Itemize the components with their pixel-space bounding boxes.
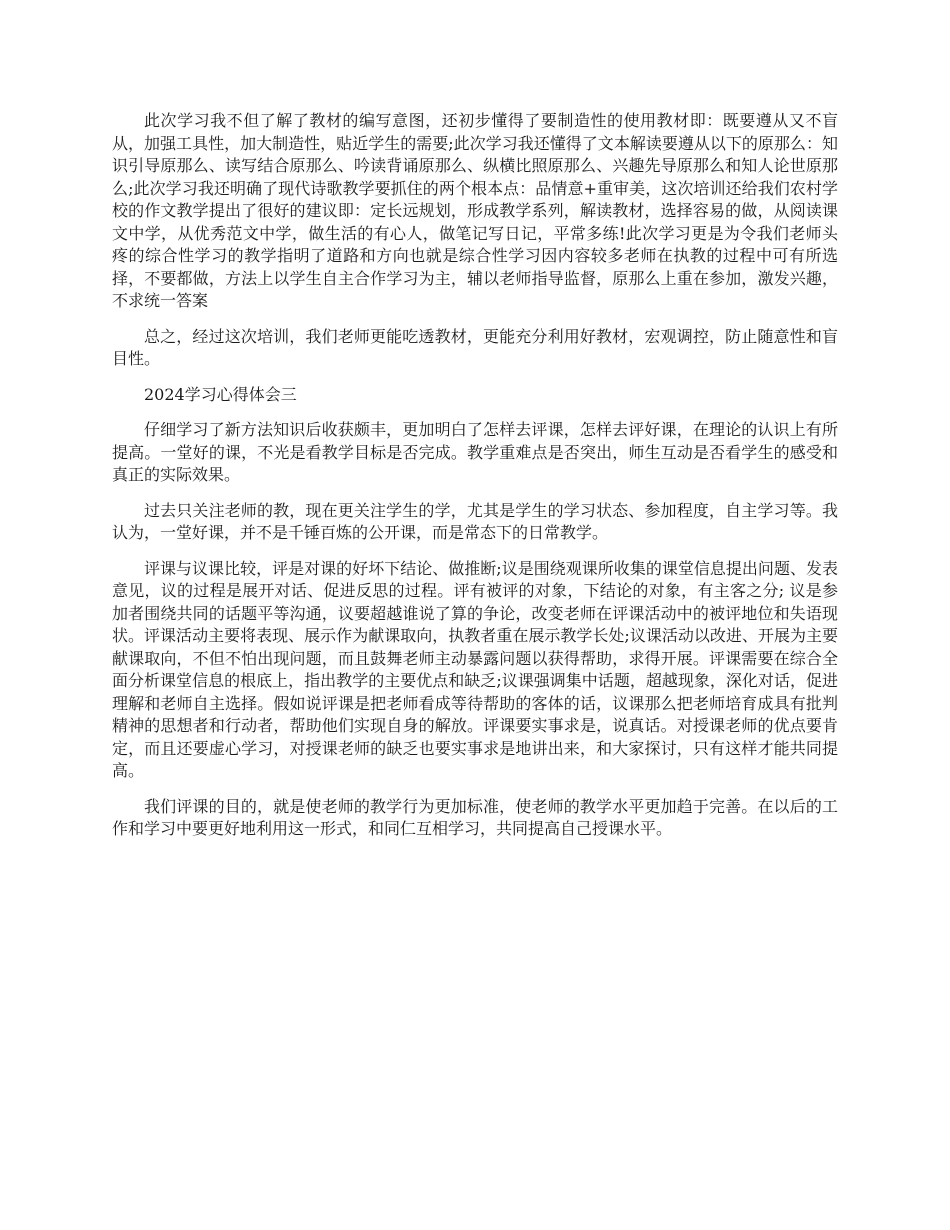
paragraph-1: 此次学习我不但了解了教材的编写意图，还初步懂得了要制造性的使用教材即：既要遵从又不盲从，加强工具性，加大制造性，贴近学生的需要;此次学习我还懂得了文本解读要遵从以下的原那么：知识引导原那么、读写结合原那么、吟读背诵原那么、纵横比照原那么、兴趣先导原那么和知人论世原那么;此次学习我还明确了现代诗歌教学要抓住的两个根本点：品情意+重审美，这次培训还给我们农村学校的作文教学提出了很好的建议即：定长远规划，形成教学系列，解读教材，选择容易的做，从阅读课文中学，从优秀范文中学，做生活的有心人，做笔记写日记，平常多练!此次学习更是为令我们老师头疼的综合性学习的教学指明了道路和方向也就是综合性学习因内容较多老师在执教的过程中可有所选择，不要都做，方法上以学生自主合作学习为主，辅以老师指导监督，原那么上重在参加，激发兴趣，不求统一答案 [112, 111, 838, 310]
paragraph-6: 我们评课的目的，就是使老师的教学行为更加标准，使老师的教学水平更加趋于完善。在以后的工作和学习中要更好地利用这一形式，和同仁互相学习，共同提高自己授课水平。 [112, 796, 838, 838]
paragraph-4: 过去只关注老师的教，现在更关注学生的学，尤其是学生的学习状态、参加程度，自主学习等。我认为，一堂好课，并不是千锤百炼的公开课，而是常态下的日常教学。 [112, 500, 838, 542]
paragraph-3: 仔细学习了新方法知识后收获颇丰，更加明白了怎样去评课，怎样去评好课，在理论的认识上有所提高。一堂好的课，不光是看教学目标是否完成。教学重难点是否突出，师生互动是否看学生的感受和真正的实际效果。 [112, 420, 838, 484]
section-heading: 2024学习心得体会三 [144, 384, 297, 404]
document-body [112, 110, 838, 854]
paragraph-5: 评课与议课比较，评是对课的好坏下结论、做推断;议是围绕观课所收集的课堂信息提出问题、发表意见，议的过程是展开对话、促进反思的过程。评有被评的对象，下结论的对象，有主客之分; 议是参加者围绕共同的话题平等沟通，议要超越谁说了算的争论，改变老师在评课活动中的被评地位和失语现状。评课活动主要将表现、展示作为献课取向，执教者重在展示教学长处;议课活动以改进、开展为主要献课取向，不但不怕出现问题，而且鼓舞老师主动暴露问题以获得帮助，求得开展。评课需要在综合全面分析课堂信息的根底上，指出教学的主要优点和缺乏;议课强调集中话题，超越现象，深化对话，促进理解和老师自主选择。假如说评课是把老师看成等待帮助的客体的话，议课那么把老师培育成具有批判精神的思想者和行动者，帮助他们实现自身的解放。评课要实事求是，说真话。对授课老师的优点要肯定，而且还要虚心学习，对授课老师的缺乏也要实事求是地讲出来，和大家探讨，只有这样才能共同提高。 [112, 558, 838, 780]
paragraph-2: 总之，经过这次培训，我们老师更能吃透教材，更能充分利用好教材，宏观调控，防止随意性和盲目性。 [112, 326, 838, 368]
